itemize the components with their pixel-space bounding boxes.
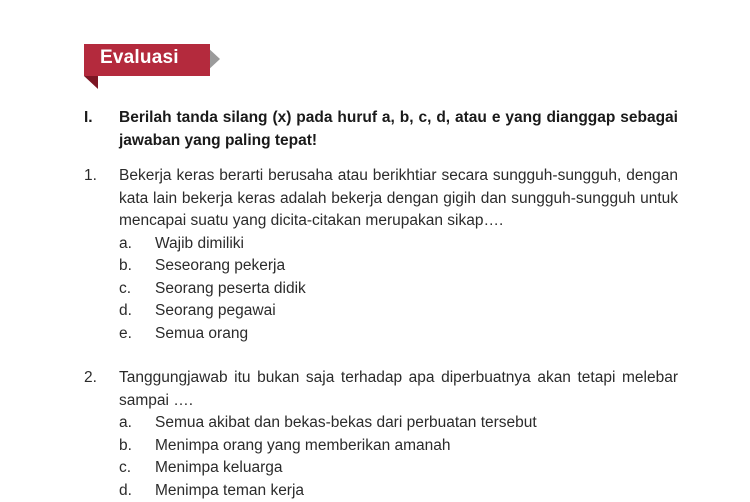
answer-option-b[interactable] bbox=[84, 435, 678, 458]
option-letter: a. bbox=[119, 233, 155, 256]
section-number: I. bbox=[84, 106, 119, 152]
answer-options bbox=[84, 233, 678, 346]
answer-option-b[interactable] bbox=[84, 255, 678, 278]
answer-option-e[interactable] bbox=[84, 323, 678, 346]
answer-options bbox=[84, 412, 678, 502]
question-text: Bekerja keras berarti berusaha atau berikhtiar secara sungguh-sungguh, dengan kata lain bekerja keras adalah bekerja dengan gigih dan sungguh-sungguh untuk mencapai suatu yang dicita-citakan merupakan sikap…. bbox=[119, 165, 678, 233]
option-letter: a. bbox=[119, 412, 155, 435]
option-text: Menimpa keluarga bbox=[155, 457, 678, 480]
option-text: Seorang peserta didik bbox=[155, 278, 678, 301]
option-letter: d. bbox=[119, 480, 155, 502]
option-letter: e. bbox=[119, 323, 155, 346]
answer-option-c[interactable] bbox=[84, 457, 678, 480]
option-text: Semua orang bbox=[155, 323, 678, 346]
section-banner bbox=[84, 42, 220, 90]
answer-option-a[interactable] bbox=[84, 233, 678, 256]
instruction-text: Berilah tanda silang (x) pada huruf a, b, c, d, atau e yang dianggap sebagai jawaban yang paling tepat! bbox=[119, 106, 678, 152]
answer-option-d[interactable] bbox=[84, 480, 678, 502]
option-letter: c. bbox=[119, 278, 155, 301]
option-text: Menimpa teman kerja bbox=[155, 480, 678, 502]
question-2 bbox=[84, 367, 678, 502]
option-letter: b. bbox=[119, 435, 155, 458]
question-stem bbox=[84, 367, 678, 412]
option-letter: d. bbox=[119, 300, 155, 323]
option-text: Seorang pegawai bbox=[155, 300, 678, 323]
banner-title: Evaluasi bbox=[100, 47, 179, 69]
option-text: Menimpa orang yang memberikan amanah bbox=[155, 435, 678, 458]
option-letter: c. bbox=[119, 457, 155, 480]
option-text: Seseorang pekerja bbox=[155, 255, 678, 278]
option-letter: b. bbox=[119, 255, 155, 278]
option-text: Semua akibat dan bekas-bekas dari perbuatan tersebut bbox=[155, 412, 678, 435]
banner-fold-shadow bbox=[84, 76, 98, 89]
question-1 bbox=[84, 165, 678, 345]
question-number: 2. bbox=[84, 367, 119, 412]
question-list bbox=[84, 165, 678, 502]
answer-option-c[interactable] bbox=[84, 278, 678, 301]
option-text: Wajib dimiliki bbox=[155, 233, 678, 256]
question-text: Tanggungjawab itu bukan saja terhadap apa diperbuatnya akan tetapi melebar sampai …. bbox=[119, 367, 678, 412]
answer-option-d[interactable] bbox=[84, 300, 678, 323]
evaluation-section bbox=[84, 106, 678, 502]
question-number: 1. bbox=[84, 165, 119, 233]
answer-option-a[interactable] bbox=[84, 412, 678, 435]
section-instruction bbox=[84, 106, 678, 152]
question-stem bbox=[84, 165, 678, 233]
